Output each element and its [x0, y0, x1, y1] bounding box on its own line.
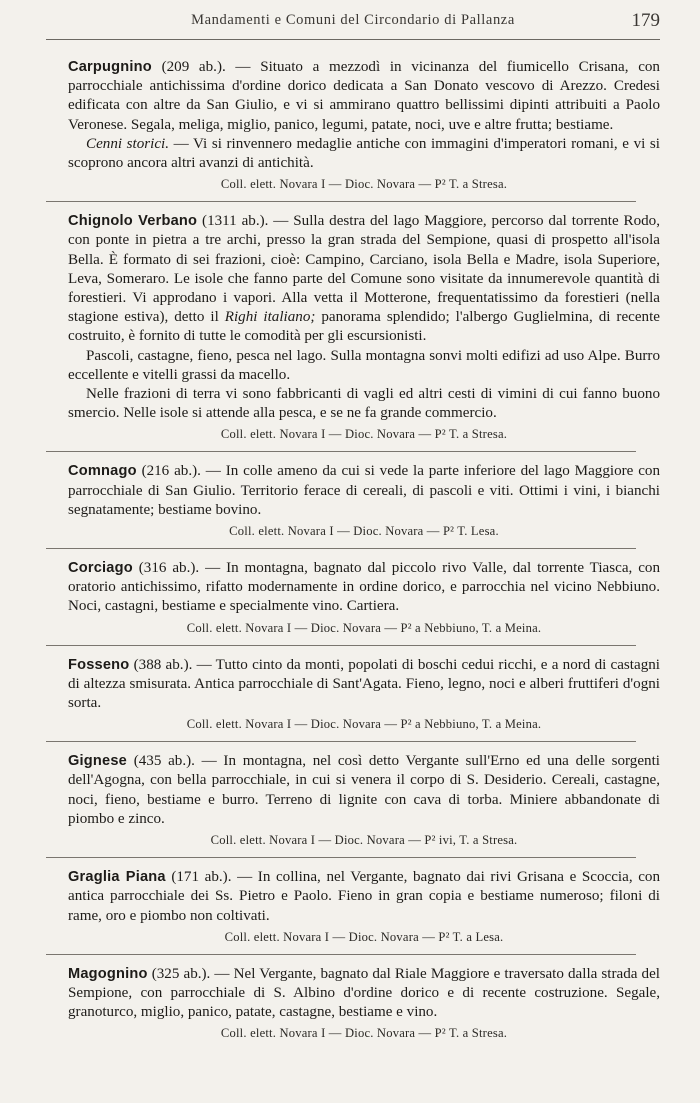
entry-population: (209 ab.).: [161, 59, 226, 75]
entry-footer: Coll. elett. Novara I — Dioc. Novara — P² T. a Stresa.: [220, 427, 508, 442]
entry-text: — In colle ameno da cui si vede la parte inferiore del lago Maggiore con parrocchiale di San Giulio. Territorio ferace di cereali, di pascoli e viti. Ottimi i vini, i bianchi segnatamente; bestiame bovino.: [68, 463, 661, 518]
entry-gignese: [68, 752, 660, 849]
divider: [46, 201, 636, 202]
entry-name: Magognino: [68, 965, 148, 982]
entry-footer: Coll. elett. Novara I — Dioc. Novara — P² T. a Stresa.: [220, 177, 508, 192]
entry-footer: Coll. elett. Novara I — Dioc. Novara — P² T. a Lesa.: [224, 929, 504, 944]
header-title: Mandamenti e Comuni del Circondario di Pallanza: [191, 12, 515, 28]
entry-name: Corciago: [68, 560, 133, 577]
historical-label: Cenni storici.: [86, 135, 170, 152]
entry-population: (435 ab.).: [133, 753, 195, 770]
entry-name: Graglia Piana: [68, 869, 166, 886]
entry-magognino: [68, 965, 660, 1043]
entry-paragraph: [68, 656, 660, 714]
entry-name: Chignolo Verbano: [68, 213, 198, 230]
entry-population: (216 ab.).: [141, 463, 201, 480]
entry-name: Fosseno: [68, 656, 130, 673]
page-number: 179: [631, 10, 660, 31]
divider: [46, 741, 636, 742]
entry-text: — In montagna, bagnato dal piccolo rivo Valle, dal torrente Tiasca, con oratorio antichissimo, rifatto modernamente in ordine dorico, e parrocchia nel vicino Nebbiuno. Noci, castagni, bestiame e specialmente vino. Cartiera.: [68, 560, 660, 615]
divider: [46, 857, 636, 858]
entry-population: (171 ab.).: [171, 869, 232, 886]
italic-phrase: Righi italiano;: [224, 309, 316, 326]
entry-text: — Sulla destra del lago Maggiore, percorso dal torrente Rodo, con ponte in pietra a tre archi, presso la gran strada del Sempione, quasi di prospetto all'isola Bella. È formato di sei frazioni, cioè: Campino, Carciano, isola Bella e Madre, isola Superiore, Leva, Someraro. Le isole che fanno parte del Comune sono visitate da innumerevole quantità di forestieri. Vi approdano i vapori. Alla vetta il Motterone, frequentatissimo da forestieri (nella stagione estiva), detto il: [68, 213, 660, 326]
entry-paragraph: [68, 752, 660, 829]
entry-paragraph: [68, 462, 660, 520]
running-header: [46, 12, 660, 36]
entry-text: — Nel Vergante, bagnato dal Riale Maggiore e traversato dalla strada del Sempione, con parrocchiale di S. Albino d'ordine dorico e di recente costruzione. Segale, granoturco, miglio, panico, patate, castagne, bestiame e vino.: [68, 965, 661, 1021]
entry-chignolo-verbano: [68, 212, 660, 443]
entry-name: Comnago: [68, 463, 137, 480]
entry-text: — In montagna, nel così detto Vergante sull'Erno ed una delle sorgenti dell'Agogna, con bella parrocchiale, in cui si venera il corpo di S. Desiderio. Cereali, castagne, noci, fieno, bestiame e burro. Terreno di lignite con cava di torba. Miniere abbandonate di piombo e zinco.: [68, 753, 660, 827]
entry-paragraph: [68, 559, 660, 617]
divider: [46, 954, 636, 955]
entry-paragraph: [68, 58, 660, 135]
header-rule: [46, 39, 660, 40]
entry-historical: [68, 135, 660, 173]
entry-text: — In collina, nel Vergante, bagnato dai rivi Grisana e Scoccia, con antica parrocchiale dei Ss. Pietro e Paolo. Fieno in gran copia e bestiame numeroso; filoni di rame, oro e piombo non coltivati.: [68, 869, 660, 924]
entry-footer: Coll. elett. Novara I — Dioc. Novara — P² ivi, T. a Stresa.: [210, 833, 518, 848]
entry-paragraph: [68, 212, 660, 346]
entry-text: — Situato a mezzodì in vicinanza del fiumicello Crisana, con parrocchiale antichissima d'ordine dorico dedicata a San Donato vescovo di Arezzo. Credesi edificata con altre da San Giulio, e vi si ammirano quattro bellissimi dipinti attribuiti a Paolo Veronese. Segala, meliga, miglio, panico, legumi, patate, noci, uve e altre frutta; bestiame.: [68, 59, 660, 133]
entry-population: (1311 ab.).: [202, 213, 269, 230]
entry-graglia-piana: [68, 868, 660, 946]
entry-paragraph: Nelle frazioni di terra vi sono fabbricanti di vagli ed altri cesti di vimini di cui fanno buono smercio. Nelle isole si attende alla pesca, e se ne fa grande commercio.: [68, 386, 660, 422]
entry-carpugnino: [68, 58, 660, 193]
entry-population: (388 ab.).: [133, 656, 193, 673]
entry-population: (325 ab.).: [151, 965, 211, 982]
entry-comnago: [68, 462, 660, 540]
historical-text: — Vi si rinvennero medaglie antiche con immagini d'imperatori romani, e vi si scoprono ancora altri avanzi di antichità.: [68, 135, 660, 172]
entry-corciago: [68, 559, 660, 637]
entry-footer: Coll. elett. Novara I — Dioc. Novara — P² T. a Stresa.: [220, 1026, 508, 1041]
entry-population: (316 ab.).: [138, 560, 200, 577]
entry-name: Gignese: [68, 753, 127, 770]
entry-name: Carpugnino: [68, 59, 152, 75]
divider: [46, 645, 636, 646]
entry-text-continued: panorama splendido; l'albergo Guglielmina, di recente costruito, è fornito di tutte le comodità per gli escursionisti.: [68, 309, 660, 345]
entry-fosseno: [68, 656, 660, 734]
divider: [46, 451, 636, 452]
content: [68, 58, 660, 1042]
entry-paragraph: [68, 868, 660, 926]
entry-paragraph: Pascoli, castagne, fieno, pesca nel lago. Sulla montagna sonvi molti edifizi ad uso Alpe. Burro eccellente e vitelli grassi da macello.: [68, 347, 660, 383]
entry-paragraph: [68, 965, 660, 1023]
entry-footer: Coll. elett. Novara I — Dioc. Novara — P² T. Lesa.: [229, 524, 499, 539]
entry-footer: Coll. elett. Novara I — Dioc. Novara — P² a Nebbiuno, T. a Meina.: [186, 717, 542, 732]
divider: [46, 548, 636, 549]
entry-footer: Coll. elett. Novara I — Dioc. Novara — P² a Nebbiuno, T. a Meina.: [186, 620, 542, 635]
entry-text: — Tutto cinto da monti, popolati di boschi cedui ricchi, e a nord di castagni di altezza smisurata. Antica parrocchiale di Sant'Agata. Fieno, legno, noci e alberi fruttiferi d'ogni sorta.: [68, 656, 660, 712]
